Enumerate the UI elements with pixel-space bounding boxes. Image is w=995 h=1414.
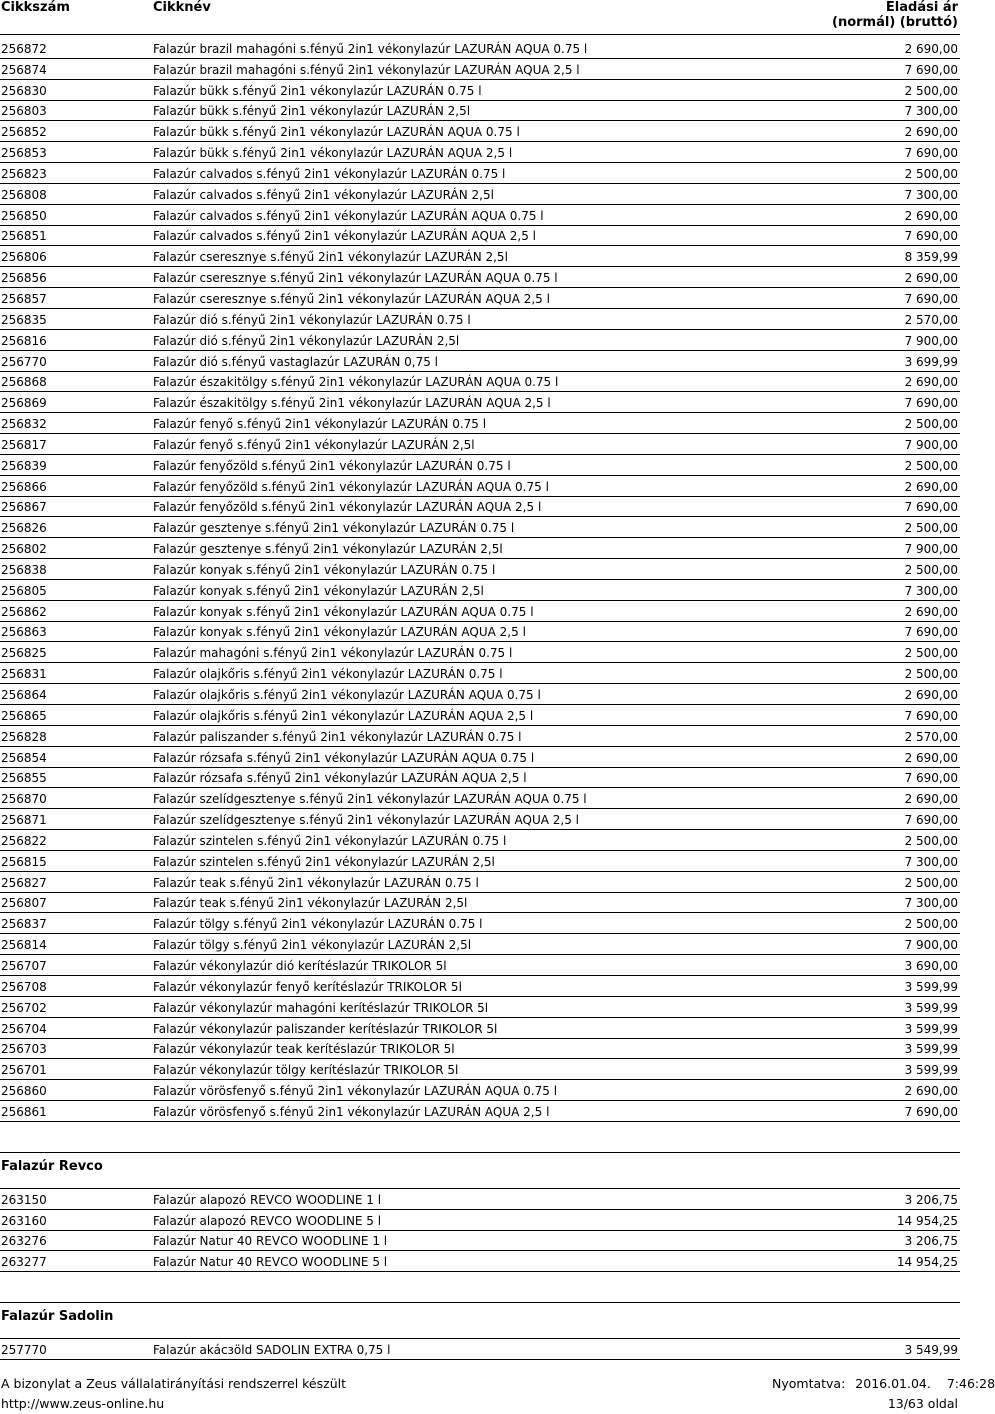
row-price: 2 500,00: [904, 646, 958, 661]
row-sku: 256872: [1, 41, 47, 56]
row-sku: 256869: [1, 396, 47, 411]
row-name: Falazúr szelídgesztenye s.fényű 2in1 vékonylazúr LAZURÁN AQUA 2,5 l: [153, 813, 579, 828]
row-price: 7 300,00: [904, 187, 958, 202]
row-sku: 256857: [1, 291, 47, 306]
row-price: 14 954,25: [896, 1255, 958, 1270]
row-sku: 256814: [1, 938, 47, 953]
section-gap: [0, 1122, 960, 1153]
row-name: Falazúr calvados s.fényű 2in1 vékonylazúr LAZURÁN 2,5l: [153, 187, 494, 202]
row-price: 2 570,00: [904, 729, 958, 744]
row-price: 7 690,00: [904, 229, 958, 244]
row-sku: 256823: [1, 166, 47, 181]
table-row: [0, 622, 960, 643]
row-sku: 256806: [1, 250, 47, 265]
table-row: [0, 934, 960, 955]
row-sku: 256871: [1, 813, 47, 828]
table-row: [0, 392, 960, 413]
row-sku: 256865: [1, 708, 47, 723]
row-price: 7 690,00: [904, 396, 958, 411]
row-price: 2 690,00: [904, 125, 958, 140]
table-row: [0, 580, 960, 601]
row-name: Falazúr calvados s.fényű 2in1 vékonylazúr LAZURÁN 0.75 l: [153, 166, 506, 181]
table-row: [0, 226, 960, 247]
row-name: Falazúr bükk s.fényű 2in1 vékonylazúr LAZURÁN AQUA 2,5 l: [153, 146, 513, 161]
row-price: 7 300,00: [904, 104, 958, 119]
row-name: Falazúr mahagóni s.fényű 2in1 vékonylazúr LAZURÁN 0.75 l: [153, 646, 513, 661]
page-footer: [0, 1374, 995, 1414]
row-price: 3 206,75: [904, 1234, 958, 1249]
row-sku: 256822: [1, 833, 47, 848]
row-sku: 256864: [1, 688, 47, 702]
row-sku: 256852: [1, 125, 47, 140]
row-name: Falazúr olajkőris s.fényű 2in1 vékonylazúr LAZURÁN AQUA 0.75 l: [153, 688, 541, 702]
row-price: 3 599,99: [904, 1063, 958, 1078]
row-sku: 256868: [1, 375, 47, 390]
row-sku: 256839: [1, 458, 47, 473]
table-row: [0, 893, 960, 914]
row-sku: 256805: [1, 583, 47, 598]
row-price: 3 206,75: [904, 1192, 958, 1207]
row-price: 2 500,00: [904, 166, 958, 181]
row-sku: 256827: [1, 875, 47, 890]
table-row: [0, 809, 960, 830]
row-price: 2 570,00: [904, 312, 958, 327]
row-name: Falazúr cseresznye s.fényű 2in1 vékonylazúr LAZURÁN AQUA 2,5 l: [153, 291, 550, 306]
row-price: 2 500,00: [904, 521, 958, 536]
table-row: [0, 1059, 960, 1080]
row-price: 8 359,99: [904, 250, 958, 265]
row-name: Falazúr fenyő s.fényű 2in1 vékonylazúr LAZURÁN 0.75 l: [153, 417, 487, 432]
footer-printed-label: Nyomtatva:: [772, 1376, 846, 1391]
table-row: [0, 330, 960, 351]
row-name: Falazúr bükk s.fényű 2in1 vékonylazúr LAZURÁN 2,5l: [153, 104, 471, 119]
row-sku: 256707: [1, 958, 47, 973]
table-row: [0, 1039, 960, 1060]
row-name: Falazúr szintelen s.fényű 2in1 vékonylazúr LAZURÁN 2,5l: [153, 854, 495, 869]
row-sku: 256808: [1, 187, 47, 202]
table-row: [0, 101, 960, 122]
row-sku: 256832: [1, 417, 47, 432]
row-name: Falazúr konyak s.fényű 2in1 vékonylazúr LAZURÁN 0.75 l: [153, 562, 496, 577]
row-name: Falazúr északitölgy s.fényű 2in1 vékonylazúr LAZURÁN AQUA 0.75 l: [153, 375, 559, 390]
header-sku: Cikkszám: [1, 0, 70, 15]
table-row: [0, 1231, 960, 1252]
row-name: Falazúr dió s.fényű 2in1 vékonylazúr LAZURÁN 2,5l: [153, 333, 460, 348]
table-row: [0, 601, 960, 622]
row-sku: 256701: [1, 1063, 47, 1078]
row-price: 7 690,00: [904, 625, 958, 640]
row-name: Falazúr szelídgesztenye s.fényű 2in1 vékonylazúr LAZURÁN AQUA 0.75 l: [153, 792, 587, 807]
row-sku: 256708: [1, 979, 47, 994]
row-name: Falazúr vékonylazúr fenyő kerítéslazúr TRIKOLOR 5l: [153, 979, 462, 994]
row-price: 7 690,00: [904, 708, 958, 723]
row-name: Falazúr fenyőzöld s.fényű 2in1 vékonylazúr LAZURÁN 0.75 l: [153, 458, 511, 473]
table-row: [0, 1101, 960, 1122]
table-row: [0, 142, 960, 163]
row-name: Falazúr fenyőzöld s.fényű 2in1 vékonylazúr LAZURÁN AQUA 0.75 l: [153, 479, 549, 494]
row-sku: 263150: [1, 1192, 47, 1207]
row-price: 2 500,00: [904, 83, 958, 98]
header-price: [832, 0, 958, 30]
row-name: Falazúr Natur 40 REVCO WOODLINE 5 l: [153, 1255, 388, 1270]
table-row: [0, 684, 960, 705]
row-name: Falazúr Natur 40 REVCO WOODLINE 1 l: [153, 1234, 388, 1249]
footer-printed-time: 7:46:28: [946, 1376, 995, 1391]
row-name: Falazúr bükk s.fényű 2in1 vékonylazúr LAZURÁN AQUA 0.75 l: [153, 125, 520, 140]
row-sku: 256802: [1, 542, 47, 557]
row-price: 2 690,00: [904, 208, 958, 223]
section-title-text: Falazúr Revco: [1, 1158, 103, 1174]
table-row: [0, 1210, 960, 1231]
row-price: 2 500,00: [904, 875, 958, 890]
row-price: 7 690,00: [904, 146, 958, 161]
row-sku: 256856: [1, 271, 47, 286]
row-price: 2 690,00: [904, 41, 958, 56]
row-price: 3 549,99: [904, 1343, 958, 1358]
row-price: 2 500,00: [904, 458, 958, 473]
row-sku: 256838: [1, 562, 47, 577]
row-name: Falazúr vörösfenyő s.fényű 2in1 vékonylazúr LAZURÁN AQUA 0.75 l: [153, 1084, 558, 1099]
row-price: 2 690,00: [904, 1084, 958, 1099]
section-title: [0, 1153, 960, 1182]
table-row: [0, 1189, 960, 1210]
row-price: 7 300,00: [904, 854, 958, 869]
header-name: Cikknév: [153, 0, 211, 15]
table-row: [0, 726, 960, 747]
table-row: [0, 642, 960, 663]
row-price: 2 500,00: [904, 833, 958, 848]
row-sku: 256815: [1, 854, 47, 869]
header-price-line2: (normál) (bruttó): [832, 15, 958, 30]
row-name: Falazúr alapozó REVCO WOODLINE 1 l: [153, 1192, 382, 1207]
row-price: 2 690,00: [904, 792, 958, 807]
row-name: Falazúr alapozó REVCO WOODLINE 5 l: [153, 1213, 382, 1228]
row-sku: 256867: [1, 500, 47, 515]
row-sku: 256830: [1, 83, 47, 98]
row-name: Falazúr fenyőzöld s.fényű 2in1 vékonylazúr LAZURÁN AQUA 2,5 l: [153, 500, 542, 515]
table-header: [0, 0, 960, 35]
row-sku: 263277: [1, 1255, 47, 1270]
table-row: [0, 768, 960, 789]
row-name: Falazúr bükk s.fényű 2in1 vékonylazúr LAZURÁN 0.75 l: [153, 83, 482, 98]
row-sku: 256826: [1, 521, 47, 536]
row-price: 2 500,00: [904, 917, 958, 932]
row-sku: 263160: [1, 1213, 47, 1228]
table-row: [0, 976, 960, 997]
row-name: Falazúr cseresznye s.fényű 2in1 vékonylazúr LAZURÁN AQUA 0.75 l: [153, 271, 558, 286]
row-price: 7 690,00: [904, 62, 958, 77]
row-sku: 256870: [1, 792, 47, 807]
row-name: Falazúr fenyő s.fényű 2in1 vékonylazúr LAZURÁN 2,5l: [153, 437, 475, 452]
row-sku: 256863: [1, 625, 47, 640]
row-price: 7 690,00: [904, 291, 958, 306]
row-sku: 256828: [1, 729, 47, 744]
row-sku: 256831: [1, 667, 47, 682]
table-row: [0, 413, 960, 434]
row-sku: 256853: [1, 146, 47, 161]
table-row: [0, 955, 960, 976]
row-price: 2 690,00: [904, 604, 958, 619]
row-name: Falazúr vékonylazúr paliszander kerítéslazúr TRIKOLOR 5l: [153, 1021, 498, 1036]
row-name: Falazúr gesztenye s.fényű 2in1 vékonylazúr LAZURÁN 0.75 l: [153, 521, 515, 536]
row-name: Falazúr teak s.fényű 2in1 vékonylazúr LAZURÁN 2,5l: [153, 896, 468, 911]
table-row: [0, 747, 960, 768]
row-name: Falazúr vékonylazúr tölgy kerítéslazúr TRIKOLOR 5l: [153, 1063, 459, 1078]
row-sku: 256851: [1, 229, 47, 244]
row-sku: 256862: [1, 604, 47, 619]
table-row: [0, 184, 960, 205]
row-sku: 256704: [1, 1021, 47, 1036]
table-row: [0, 559, 960, 580]
row-price: 2 500,00: [904, 562, 958, 577]
row-price: 7 900,00: [904, 333, 958, 348]
row-price: 7 900,00: [904, 437, 958, 452]
row-price: 3 699,99: [904, 354, 958, 369]
table-row: [0, 1080, 960, 1101]
section-title-text: Falazúr Sadolin: [1, 1309, 114, 1325]
row-sku: 256702: [1, 1000, 47, 1015]
sections: [0, 1122, 960, 1360]
table-row: [0, 38, 960, 59]
row-name: Falazúr konyak s.fényű 2in1 vékonylazúr LAZURÁN AQUA 0.75 l: [153, 604, 534, 619]
row-name: Falazúr brazil mahagóni s.fényű 2in1 vékonylazúr LAZURÁN AQUA 0.75 l: [153, 41, 588, 56]
row-sku: 256860: [1, 1084, 47, 1099]
row-name: Falazúr konyak s.fényű 2in1 vékonylazúr LAZURÁN AQUA 2,5 l: [153, 625, 526, 640]
row-price: 2 690,00: [904, 479, 958, 494]
row-name: Falazúr dió s.fényű 2in1 vékonylazúr LAZURÁN 0.75 l: [153, 312, 471, 327]
section-title: [0, 1303, 960, 1332]
row-name: Falazúr dió s.fényű vastaglazúr LAZURÁN 0,75 l: [153, 354, 439, 369]
row-sku: 256850: [1, 208, 47, 223]
row-sku: 256874: [1, 62, 47, 77]
table-row: [0, 913, 960, 934]
row-price: 7 300,00: [904, 896, 958, 911]
row-name: Falazúr olajkőris s.fényű 2in1 vékonylazúr LAZURÁN AQUA 2,5 l: [153, 708, 534, 723]
row-sku: 256807: [1, 896, 47, 911]
row-price: 2 690,00: [904, 688, 958, 702]
row-price: 7 900,00: [904, 542, 958, 557]
row-price: 7 690,00: [904, 813, 958, 828]
table-row: [0, 851, 960, 872]
table-row: [0, 830, 960, 851]
row-name: Falazúr konyak s.fényű 2in1 vékonylazúr LAZURÁN 2,5l: [153, 583, 484, 598]
row-sku: 256854: [1, 750, 47, 765]
row-name: Falazúr rózsafa s.fényű 2in1 vékonylazúr LAZURÁN AQUA 2,5 l: [153, 771, 527, 786]
row-sku: 257770: [1, 1343, 47, 1358]
table-row: [0, 121, 960, 142]
table-row: [0, 1339, 960, 1360]
table-row: [0, 80, 960, 101]
table-row: [0, 517, 960, 538]
section-gap: [0, 1272, 960, 1303]
row-price: 3 599,99: [904, 1021, 958, 1036]
table-row: [0, 351, 960, 372]
row-name: Falazúr vékonylazúr teak kerítéslazúr TRIKOLOR 5l: [153, 1042, 455, 1057]
table-row: [0, 997, 960, 1018]
row-price: 7 900,00: [904, 938, 958, 953]
row-price: 2 500,00: [904, 667, 958, 682]
row-sku: 256861: [1, 1104, 47, 1119]
table-row: [0, 434, 960, 455]
table-row: [0, 455, 960, 476]
table-row: [0, 288, 960, 309]
table-row: [0, 163, 960, 184]
row-price: 2 690,00: [904, 375, 958, 390]
row-price: 14 954,25: [896, 1213, 958, 1228]
table-row: [0, 872, 960, 893]
table-row: [0, 1018, 960, 1039]
footer-printed-date: 2016.01.04.: [855, 1376, 931, 1391]
row-sku: 256837: [1, 917, 47, 932]
table-row: [0, 497, 960, 518]
row-price: 3 690,00: [904, 958, 958, 973]
row-name: Falazúr calvados s.fényű 2in1 vékonylazúr LAZURÁN AQUA 0.75 l: [153, 208, 544, 223]
row-name: Falazúr rózsafa s.fényű 2in1 vékonylazúr LAZURÁN AQUA 0.75 l: [153, 750, 535, 765]
row-sku: 256855: [1, 771, 47, 786]
row-price: 3 599,99: [904, 1042, 958, 1057]
table-row: [0, 59, 960, 80]
footer-generated: A bizonylat a Zeus vállalatirányítási rendszerrel készült: [1, 1376, 346, 1391]
row-sku: 256835: [1, 312, 47, 327]
row-price: 7 690,00: [904, 1104, 958, 1119]
table-row: [0, 246, 960, 267]
row-name: Falazúr calvados s.fényű 2in1 vékonylazúr LAZURÁN AQUA 2,5 l: [153, 229, 536, 244]
row-name: Falazúr tölgy s.fényű 2in1 vékonylazúr LAZURÁN 2,5l: [153, 938, 472, 953]
row-sku: 256803: [1, 104, 47, 119]
row-name: Falazúr teak s.fényű 2in1 vékonylazúr LAZURÁN 0.75 l: [153, 875, 479, 890]
row-name: Falazúr akácзöld SADOLIN EXTRA 0,75 l: [153, 1343, 391, 1358]
row-name: Falazúr gesztenye s.fényű 2in1 vékonylazúr LAZURÁN 2,5l: [153, 542, 503, 557]
row-sku: 256866: [1, 479, 47, 494]
row-name: Falazúr cseresznye s.fényű 2in1 vékonylazúr LAZURÁN 2,5l: [153, 250, 508, 265]
table-row: [0, 705, 960, 726]
row-sku: 263276: [1, 1234, 47, 1249]
row-sku: 256703: [1, 1042, 47, 1057]
row-name: Falazúr vékonylazúr dió kerítéslazúr TRIKOLOR 5l: [153, 958, 447, 973]
table-row: [0, 788, 960, 809]
row-price: 2 500,00: [904, 417, 958, 432]
table-row: [0, 476, 960, 497]
table-row: [0, 309, 960, 330]
table-row: [0, 1251, 960, 1272]
table-row: [0, 267, 960, 288]
row-name: Falazúr paliszander s.fényű 2in1 vékonylazúr LAZURÁN 0.75 l: [153, 729, 522, 744]
row-name: Falazúr északitölgy s.fényű 2in1 vékonylazúr LAZURÁN AQUA 2,5 l: [153, 396, 551, 411]
row-price: 2 690,00: [904, 271, 958, 286]
row-price: 7 690,00: [904, 771, 958, 786]
table-row: [0, 663, 960, 684]
row-name: Falazúr vékonylazúr mahagóni kerítéslazúr TRIKOLOR 5l: [153, 1000, 489, 1015]
table-row: [0, 205, 960, 226]
row-name: Falazúr olajkőris s.fényű 2in1 vékonylazúr LAZURÁN 0.75 l: [153, 667, 503, 682]
row-sku: 256817: [1, 437, 47, 452]
footer-printed: [772, 1376, 995, 1392]
row-sku: 256770: [1, 354, 47, 369]
row-sku: 256825: [1, 646, 47, 661]
row-price: 7 300,00: [904, 583, 958, 598]
row-price: 3 599,99: [904, 979, 958, 994]
row-price: 7 690,00: [904, 500, 958, 515]
row-name: Falazúr vörösfenyő s.fényű 2in1 vékonylazúr LAZURÁN AQUA 2,5 l: [153, 1104, 550, 1119]
row-price: 2 690,00: [904, 750, 958, 765]
row-price: 3 599,99: [904, 1000, 958, 1015]
footer-website-link[interactable]: http://www.zeus-online.hu: [1, 1396, 165, 1411]
header-price-line1: Eladási ár: [885, 0, 958, 15]
footer-page-number: 13/63 oldal: [887, 1396, 958, 1411]
row-name: Falazúr szintelen s.fényű 2in1 vékonylazúr LAZURÁN 0.75 l: [153, 833, 507, 848]
row-name: Falazúr brazil mahagóni s.fényű 2in1 vékonylazúr LAZURÁN AQUA 2,5 l: [153, 62, 580, 77]
table-row: [0, 372, 960, 393]
table-row: [0, 538, 960, 559]
main-rows: [0, 38, 960, 1122]
row-sku: 256816: [1, 333, 47, 348]
row-name: Falazúr tölgy s.fényű 2in1 vékonylazúr LAZURÁN 0.75 l: [153, 917, 483, 932]
